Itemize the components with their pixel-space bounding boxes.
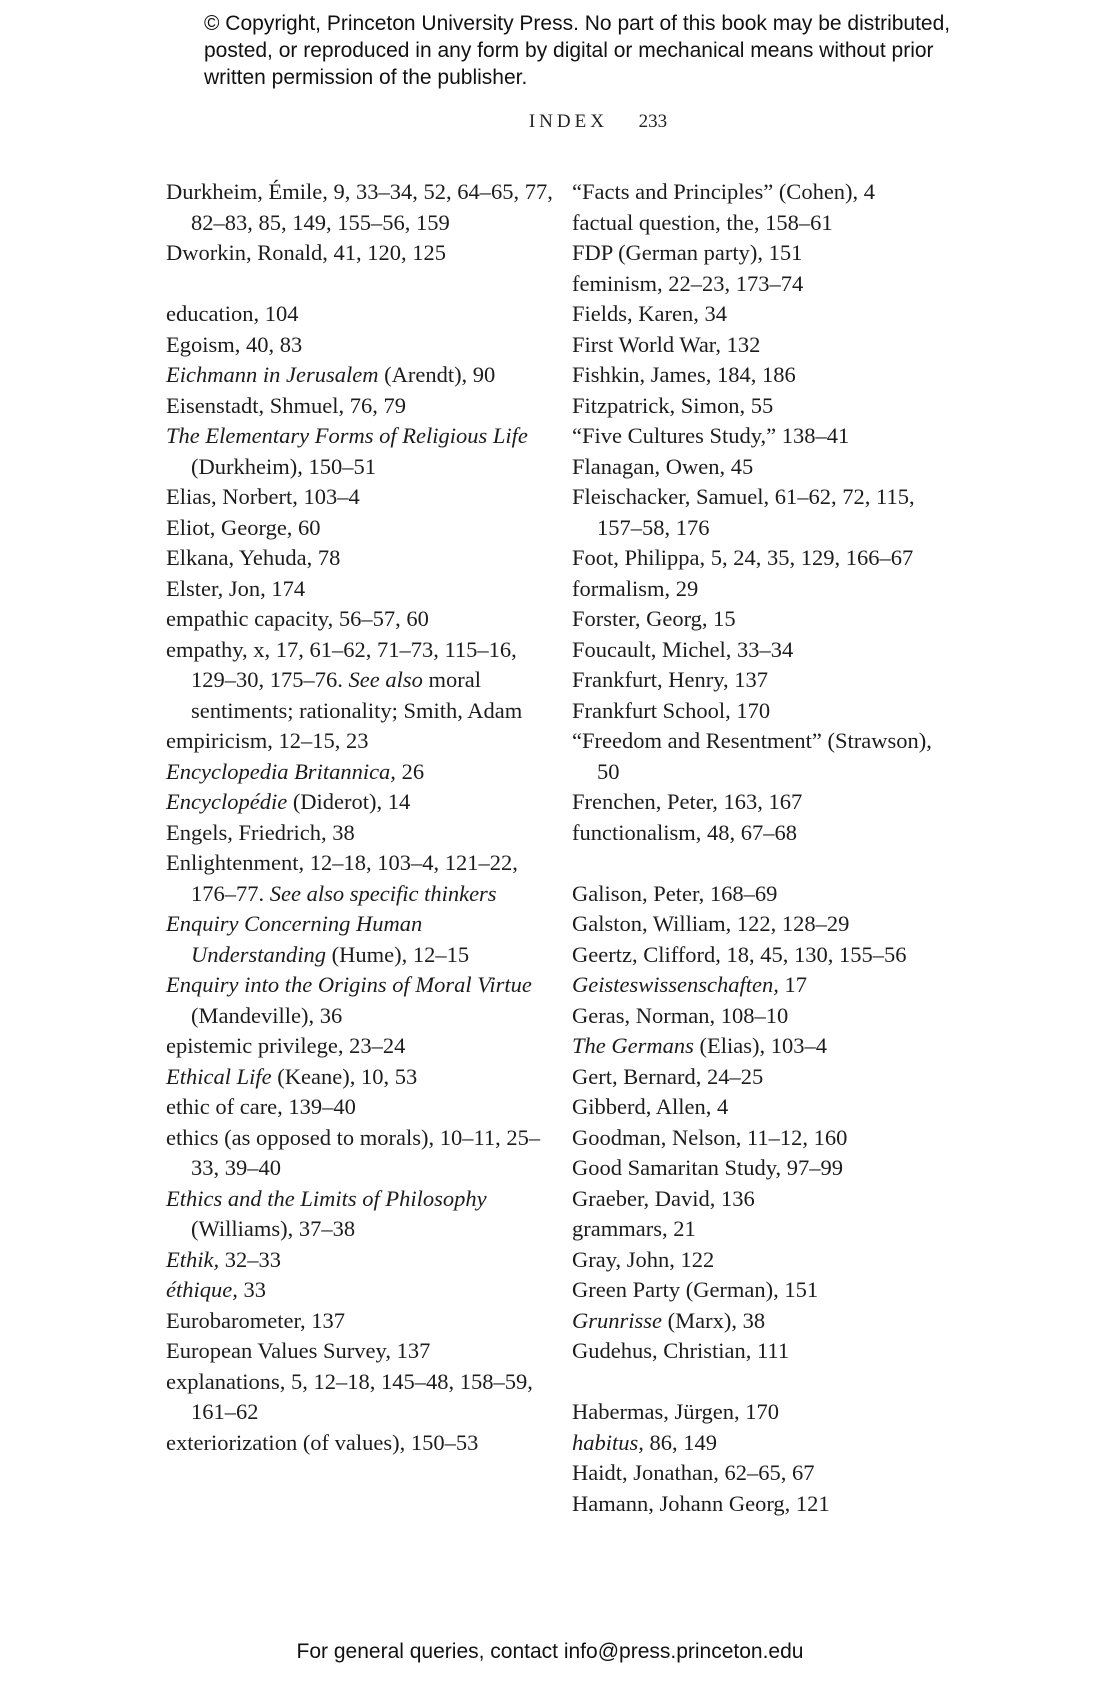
index-entry-italic-text: The Elementary Forms of Religious Life <box>166 423 528 448</box>
index-entry <box>166 909 556 970</box>
index-entry-text: (Keane), 10, 53 <box>271 1063 418 1089</box>
index-entry <box>166 1184 556 1245</box>
footer-contact: For general queries, contact info@press.princeton.edu <box>296 1640 804 1663</box>
index-entry <box>166 970 556 1031</box>
letter-group-gap <box>572 848 932 879</box>
index-entry <box>572 177 932 208</box>
index-entry-text: factual question, the, 158–61 <box>572 209 833 235</box>
index-entry-text: grammars, 21 <box>572 1216 696 1241</box>
index-entry-text: Frankfurt, Henry, 137 <box>572 667 768 692</box>
index-entry-text: functionalism, 48, 67–68 <box>572 819 797 845</box>
index-entry-text: 86, 149 <box>643 1429 718 1455</box>
index-entry <box>166 482 556 513</box>
index-entry <box>572 1245 932 1276</box>
index-entry-italic-text: Encyclopédie <box>166 789 288 814</box>
index-entry-text: (Diderot), 14 <box>287 789 411 814</box>
index-entry-text: Graeber, David, 136 <box>572 1185 755 1211</box>
index-entry <box>166 177 556 238</box>
index-entry <box>572 238 932 269</box>
index-entry <box>572 818 932 849</box>
index-entry-italic-text: habitus, <box>572 1429 644 1455</box>
index-entry <box>166 391 556 422</box>
index-entry-text: formalism, 29 <box>572 575 699 601</box>
index-entry-text: (Marx), 38 <box>662 1307 766 1333</box>
index-entry-text: Good Samaritan Study, 97–99 <box>572 1155 844 1180</box>
index-entry-text: empathic capacity, 56–57, 60 <box>166 606 429 631</box>
index-entry <box>166 543 556 574</box>
index-entry-italic-text: Geisteswissenschaften, <box>572 972 779 997</box>
index-entry <box>572 696 932 727</box>
index-entry <box>166 635 556 727</box>
index-entry <box>572 1062 932 1093</box>
index-entry-text: Geras, Norman, 108–10 <box>572 1002 789 1028</box>
index-entry-text: empiricism, 12–15, 23 <box>166 728 369 753</box>
index-entry-text: Flanagan, Owen, 45 <box>572 453 754 479</box>
index-entry <box>572 879 932 910</box>
index-entry <box>572 726 932 787</box>
index-entry-text: explanations, 5, 12–18, 145–48, 158–59, 161–62 <box>166 1368 533 1424</box>
index-entry-text: empathy, x, 17, 61–62, 71–73, 115–16, 129–30, 175–76. <box>166 636 517 692</box>
index-entry-text: “Facts and Principles” (Cohen), 4 <box>572 179 876 204</box>
index-entry-text: 32–33 <box>219 1246 281 1272</box>
index-entry <box>572 1031 932 1062</box>
index-entry <box>166 513 556 544</box>
index-entry-text: ethic of care, 139–40 <box>166 1094 356 1119</box>
index-entry <box>166 726 556 757</box>
index-entry-text: (Arendt), 90 <box>378 362 496 387</box>
index-entry-text: Fleischacker, Samuel, 61–62, 72, 115, 157–58, 176 <box>572 484 915 540</box>
index-entry-text: (Mandeville), 36 <box>191 1002 343 1028</box>
index-entry <box>166 360 556 391</box>
index-entry-text: 26 <box>395 758 425 784</box>
index-entry-italic-text: Enquiry Concerning Human Understanding <box>166 911 423 967</box>
running-title: INDEX <box>528 111 608 132</box>
index-entry-text: Elias, Norbert, 103–4 <box>166 484 360 509</box>
index-entry-text: moral sentiments; rationality; Smith, Adam <box>191 667 523 723</box>
index-entry-text: epistemic privilege, 23–24 <box>166 1033 406 1058</box>
index-entry-italic-text: The Germans <box>572 1033 694 1058</box>
index-entry-text: 17 <box>778 972 807 997</box>
index-entry <box>572 269 932 300</box>
index-entry-text: Enlightenment, 12–18, 103–4, 121–22, 176–77. <box>166 850 518 906</box>
index-entry-text: Galison, Peter, 168–69 <box>572 880 778 906</box>
index-column-left <box>166 177 556 1458</box>
index-entry <box>166 238 556 269</box>
index-entry <box>166 330 556 361</box>
index-entry-text: exteriorization (of values), 150–53 <box>166 1429 479 1455</box>
index-entry <box>166 1275 556 1306</box>
index-entry <box>166 574 556 605</box>
index-entry-text: Frenchen, Peter, 163, 167 <box>572 789 803 814</box>
index-entry <box>166 818 556 849</box>
index-entry <box>166 1123 556 1184</box>
index-entry-text: Fitzpatrick, Simon, 55 <box>572 392 774 418</box>
index-entry <box>166 787 556 818</box>
index-entry <box>572 360 932 391</box>
index-entry-text: Dworkin, Ronald, 41, 120, 125 <box>166 240 446 265</box>
index-entry-text: Gudehus, Christian, 111 <box>572 1338 790 1363</box>
index-entry <box>572 909 932 940</box>
index-entry <box>572 1397 932 1428</box>
index-entry-text: (Hume), 12–15 <box>326 941 470 967</box>
index-entry-text: Habermas, Jürgen, 170 <box>572 1399 780 1424</box>
index-entry-text: Durkheim, Émile, 9, 33–34, 52, 64–65, 77, 82–83, 85, 149, 155–56, 159 <box>166 179 553 235</box>
index-entry-text: “Five Cultures Study,” 138–41 <box>572 423 850 448</box>
index-entry <box>572 1153 932 1184</box>
index-entry-text: Gibberd, Allen, 4 <box>572 1094 729 1119</box>
index-entry <box>572 1001 932 1032</box>
index-entry-text: Egoism, 40, 83 <box>166 331 303 357</box>
index-entry-text: Forster, Georg, 15 <box>572 606 736 631</box>
index-entry <box>572 1458 932 1489</box>
index-entry <box>572 1336 932 1367</box>
index-entry <box>572 1489 932 1520</box>
index-entry-text: Gray, John, 122 <box>572 1246 715 1272</box>
index-entry-text: (Durkheim), 150–51 <box>191 453 376 479</box>
index-entry <box>572 787 932 818</box>
index-entry <box>572 1275 932 1306</box>
index-entry <box>166 1306 556 1337</box>
running-head <box>0 111 1100 133</box>
index-column-right <box>572 177 932 1519</box>
index-entry <box>166 1336 556 1367</box>
index-entry-text: European Values Survey, 137 <box>166 1338 431 1363</box>
index-entry-text: Haidt, Jonathan, 62–65, 67 <box>572 1460 815 1485</box>
index-entry-italic-text: See also specific thinkers <box>269 880 497 906</box>
index-entry-italic-text: Eichmann in Jerusalem <box>166 362 379 387</box>
index-entry-text: education, 104 <box>166 301 299 326</box>
letter-group-gap <box>166 269 556 300</box>
index-entry <box>572 452 932 483</box>
index-entry <box>572 635 932 666</box>
index-entry <box>572 1214 932 1245</box>
index-entry-text: (Williams), 37–38 <box>191 1216 356 1241</box>
index-entry-italic-text: Encyclopedia Britannica, <box>166 758 396 784</box>
index-entry-text: Eliot, George, 60 <box>166 514 321 540</box>
index-entry-text: Elkana, Yehuda, 78 <box>166 545 341 570</box>
page-number: 233 <box>638 111 668 132</box>
index-entry-text: Green Party (German), 151 <box>572 1277 819 1302</box>
index-entry <box>572 1428 932 1459</box>
index-entry-text: Foot, Philippa, 5, 24, 35, 129, 166–67 <box>572 545 914 570</box>
index-entry-text: “Freedom and Resentment” (Strawson), 50 <box>572 728 932 784</box>
index-entry <box>572 391 932 422</box>
index-entry <box>572 604 932 635</box>
index-entry-text: (Elias), 103–4 <box>693 1033 827 1058</box>
index-entry-text: Engels, Friedrich, 38 <box>166 819 355 845</box>
index-entry <box>572 665 932 696</box>
index-entry <box>166 757 556 788</box>
index-entry-text: feminism, 22–23, 173–74 <box>572 270 804 296</box>
index-entry-text: Galston, William, 122, 128–29 <box>572 911 850 936</box>
index-entry-text: Hamann, Johann Georg, 121 <box>572 1490 830 1516</box>
index-entry-text: Elster, Jon, 174 <box>166 575 306 601</box>
index-entry <box>572 970 932 1001</box>
index-entry <box>572 482 932 543</box>
index-entry <box>572 1092 932 1123</box>
index-entry-text: 33 <box>237 1277 266 1302</box>
index-entry-text: Gert, Bernard, 24–25 <box>572 1063 764 1089</box>
index-entry-italic-text: Ethik, <box>166 1246 220 1272</box>
letter-group-gap <box>572 1367 932 1398</box>
index-entry-text: Foucault, Michel, 33–34 <box>572 636 794 662</box>
index-entry-text: Fishkin, James, 184, 186 <box>572 362 796 387</box>
index-entry <box>166 1367 556 1428</box>
index-entry-text: Geertz, Clifford, 18, 45, 130, 155–56 <box>572 941 907 967</box>
index-entry <box>166 1428 556 1459</box>
index-entry-text: FDP (German party), 151 <box>572 240 803 265</box>
index-entry <box>572 330 932 361</box>
copyright-notice: © Copyright, Princeton University Press. No part of this book may be distributed, posted, or reproduced in any form by digital or mechanical means without prior written permission of the publisher. <box>204 12 951 89</box>
index-entry <box>166 848 556 909</box>
index-entry-italic-text: Ethical Life <box>166 1063 272 1089</box>
index-entry <box>166 1031 556 1062</box>
index-entry-italic-text: Ethics and the Limits of Philosophy <box>166 1185 487 1211</box>
index-entry-italic-text: See also <box>348 667 423 692</box>
index-entry-text: Fields, Karen, 34 <box>572 301 727 326</box>
index-entry <box>572 1184 932 1215</box>
index-entry <box>572 299 932 330</box>
index-entry <box>572 1123 932 1154</box>
index-entry <box>166 299 556 330</box>
index-entry <box>572 208 932 239</box>
index-entry <box>166 604 556 635</box>
index-entry <box>166 1092 556 1123</box>
index-entry-text: ethics (as opposed to morals), 10–11, 25–33, 39–40 <box>166 1124 541 1180</box>
index-entry <box>166 1245 556 1276</box>
index-entry <box>166 421 556 482</box>
index-entry <box>572 940 932 971</box>
index-entry-italic-text: Enquiry into the Origins of Moral Virtue <box>166 972 532 997</box>
index-entry-italic-text: éthique, <box>166 1277 238 1302</box>
index-entry-text: Frankfurt School, 170 <box>572 697 771 723</box>
index-entry <box>572 574 932 605</box>
index-entry <box>572 1306 932 1337</box>
index-entry-text: Eisenstadt, Shmuel, 76, 79 <box>166 392 406 418</box>
index-entry-text: Eurobarometer, 137 <box>166 1307 346 1333</box>
index-entry <box>572 543 932 574</box>
index-entry-text: First World War, 132 <box>572 331 761 357</box>
index-entry-italic-text: Grunrisse <box>572 1307 663 1333</box>
index-entry <box>166 1062 556 1093</box>
index-entry <box>572 421 932 452</box>
index-entry-text: Goodman, Nelson, 11–12, 160 <box>572 1124 848 1150</box>
